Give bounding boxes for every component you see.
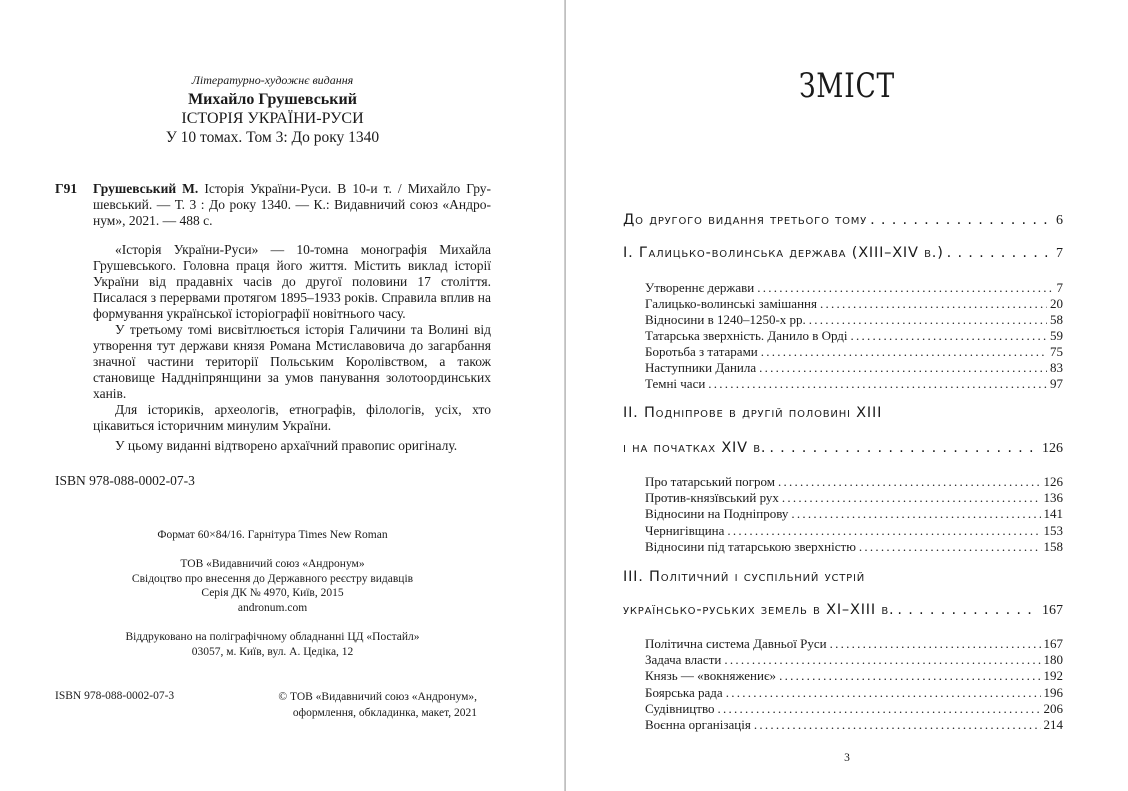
annotation-paragraph: Для істориків, археологів, етнографів, філологів, усіх, хто цікавиться історичним минулим України. <box>93 402 491 433</box>
left-page <box>0 0 563 791</box>
publisher-website: andronum.com <box>237 601 308 614</box>
leader-dots <box>809 312 1047 328</box>
leader-dots <box>870 212 1053 228</box>
toc-item[interactable] <box>645 685 1063 701</box>
publisher-line: ТОВ «Видавничий союз «Андронум» <box>180 558 365 570</box>
toc-section-2[interactable] <box>623 440 1063 457</box>
leader-dots <box>791 506 1040 522</box>
toc-item[interactable] <box>645 539 1063 555</box>
page-number: 3 <box>844 752 850 764</box>
leader-dots <box>897 602 1039 618</box>
toc-item-label: Против-князївський рух <box>645 490 779 505</box>
biblio-text: Історія України-Руси. В 10-и т. / Михайло Гру-шевський. — Т. 3 : До року 1340. — К.: Видавничий союз «Андро-нум», 2021. — 488 с. <box>93 181 492 228</box>
toc-item[interactable] <box>645 636 1063 652</box>
toc-page-number: 7 <box>1056 246 1063 261</box>
author-name: Михайло Грушевський <box>188 91 357 108</box>
toc-section-label: До другого видання третього тому <box>623 212 868 228</box>
publisher-info <box>0 557 545 615</box>
copyright-line: оформлення, обкладинка, макет, 2021 <box>292 706 477 719</box>
contents-heading: ЗМІСТ <box>798 66 896 106</box>
annotation <box>93 242 491 434</box>
toc-page-number: 75 <box>1050 344 1063 359</box>
copyright-line: © ТОВ «Видавничий союз «Андронум», <box>278 691 477 703</box>
leader-dots <box>727 523 1040 539</box>
toc-item-label: Татарська зверхність. Данило в Орді <box>645 328 848 343</box>
toc-section-label: І. Галицько-волинська держава (ХІІІ–XIV в.) <box>623 245 944 261</box>
toc-section-3[interactable] <box>623 602 1063 619</box>
copyright <box>262 690 477 721</box>
toc-page-number: 6 <box>1056 213 1063 228</box>
toc-page-number: 153 <box>1043 523 1063 538</box>
series-label: Літературно-художнє видання <box>191 73 354 87</box>
toc-item-label: Боротьба з татарами <box>645 344 758 359</box>
volume-info: У 10 томах. Том 3: До року 1340 <box>165 129 380 146</box>
toc-page-number: 59 <box>1050 328 1063 343</box>
toc-section-label: і на початках XIV в. <box>623 440 767 456</box>
annotation-paragraph: У третьому томі висвітлюється історія Галичини та Волині від утворення тут держави князя Романа Мстиславовича до загарбання значної частини території Польським Королівством, а також становище Наддніпрянщини за умов панування золотоординських ханів. <box>93 322 491 401</box>
leader-dots <box>761 344 1047 360</box>
toc-item[interactable] <box>645 344 1063 360</box>
printer-line: 03057, м. Київ, вул. А. Цедіка, 12 <box>191 645 354 658</box>
toc-item[interactable] <box>645 328 1063 344</box>
printer-line: Віддруковано на поліграфічному обладнанні ЦД «Постайл» <box>125 631 420 643</box>
toc-item[interactable] <box>645 523 1063 539</box>
toc-item[interactable] <box>645 668 1063 684</box>
toc-item[interactable] <box>645 312 1063 328</box>
toc-item[interactable] <box>645 506 1063 522</box>
toc-page-number: 158 <box>1043 539 1063 554</box>
leader-dots <box>947 245 1053 261</box>
toc-page-number: 58 <box>1050 312 1063 327</box>
toc-page-number: 83 <box>1050 360 1063 375</box>
toc-page-number: 214 <box>1043 717 1063 732</box>
toc-item[interactable] <box>645 296 1063 312</box>
toc-item-label: Боярська рада <box>645 685 723 700</box>
leader-dots <box>708 376 1047 392</box>
toc-page-number: 136 <box>1043 490 1063 505</box>
toc-item[interactable] <box>645 474 1063 490</box>
toc-item-label: Відносини в 1240–1250-х рр. <box>645 312 806 327</box>
toc-page-number: 167 <box>1042 603 1063 618</box>
toc-item-label: Судівництво <box>645 701 715 716</box>
toc-item-label: Політична система Давньої Руси <box>645 636 827 651</box>
leader-dots <box>759 360 1047 376</box>
toc-section-1[interactable] <box>623 245 1063 262</box>
isbn: ISBN 978-088-0002-07-3 <box>55 473 195 488</box>
bibliographic-record <box>93 181 491 229</box>
orthography-note: У цьому виданні відтворено архаїчний правопис оригіналу. <box>115 438 458 453</box>
toc-page-number: 141 <box>1043 506 1063 521</box>
printer-info <box>0 630 545 659</box>
toc-page-number: 192 <box>1043 668 1063 683</box>
toc-item-label: Галицько-волинські замішання <box>645 296 817 311</box>
leader-dots <box>820 296 1047 312</box>
toc-page-number: 126 <box>1043 474 1063 489</box>
toc-item[interactable] <box>645 376 1063 392</box>
leader-dots <box>724 652 1040 668</box>
leader-dots <box>779 668 1040 684</box>
leader-dots <box>830 636 1041 652</box>
toc-section-2-line1[interactable]: ІІ. Подніпрове в другій половині ХІІІ <box>623 405 883 421</box>
toc-page-number: 7 <box>1056 280 1063 295</box>
toc-page-number: 196 <box>1043 685 1063 700</box>
toc-item-label: Чернигівщина <box>645 523 725 538</box>
toc-page-number: 180 <box>1043 652 1063 667</box>
format-info: Формат 60×84/16. Гарнітура Times New Roman <box>157 529 388 541</box>
leader-dots <box>718 701 1041 717</box>
toc-preface[interactable] <box>623 212 1063 229</box>
toc-item-label: Наступники Данила <box>645 360 757 375</box>
leader-dots <box>778 474 1041 490</box>
toc-section-label: українсько-руських земель в ХІ–ХІІІ в. <box>623 602 895 618</box>
leader-dots <box>769 440 1039 456</box>
toc-item-label: Відносини під татарською зверхністю <box>645 539 856 554</box>
toc-page-number: 126 <box>1042 441 1063 456</box>
book-title: ІСТОРІЯ УКРАЇНИ-РУСИ <box>181 110 364 127</box>
leader-dots <box>754 717 1041 733</box>
leader-dots <box>851 328 1047 344</box>
toc-item-label: Воєнна організація <box>645 717 751 732</box>
publisher-line: Серія ДК № 4970, Київ, 2015 <box>201 587 344 599</box>
toc-item[interactable] <box>645 717 1063 733</box>
toc-item[interactable] <box>645 652 1063 668</box>
publisher-line: Свідоцтво про внесення до Державного реєстру видавців <box>131 572 414 585</box>
isbn-bottom: ISBN 978-088-0002-07-3 <box>55 690 175 702</box>
toc-page-number: 97 <box>1050 376 1063 391</box>
toc-item-label: Про татарський погром <box>645 474 775 489</box>
toc-item-label: Князь — «вокняжениє» <box>645 668 777 683</box>
toc-item-label: Відносини на Подніпрову <box>645 506 789 521</box>
toc-item[interactable] <box>645 490 1063 506</box>
leader-dots <box>782 490 1041 506</box>
toc-item[interactable] <box>645 360 1063 376</box>
leader-dots <box>757 280 1053 296</box>
toc-item[interactable] <box>645 280 1063 296</box>
toc-item-label: Утвореннє держави <box>645 280 755 295</box>
toc-page-number: 167 <box>1043 636 1063 651</box>
toc-section-3-line1[interactable]: ІІІ. Політичний і суспільний устрій <box>623 569 866 585</box>
annotation-paragraph: «Історія України-Руси» — 10-томна монографія Михайла Грушевського. Головна праця його життя. Містить виклад історії України від прадавніх часів до другої половини 17 століття. Писалася з перервами протягом 1895–1933 років. Справила вплив на формування української історіографії новітнього часу. <box>93 242 491 321</box>
toc-page-number: 20 <box>1050 296 1063 311</box>
toc-item-label: Задача власти <box>645 652 722 667</box>
leader-dots <box>859 539 1041 555</box>
udk-code: Г91 <box>55 181 78 196</box>
toc-item[interactable] <box>645 701 1063 717</box>
right-page <box>566 0 1128 791</box>
toc-page-number: 206 <box>1043 701 1063 716</box>
toc-item-label: Темні часи <box>645 376 706 391</box>
leader-dots <box>726 685 1041 701</box>
biblio-author: Грушевський М. <box>93 181 199 196</box>
